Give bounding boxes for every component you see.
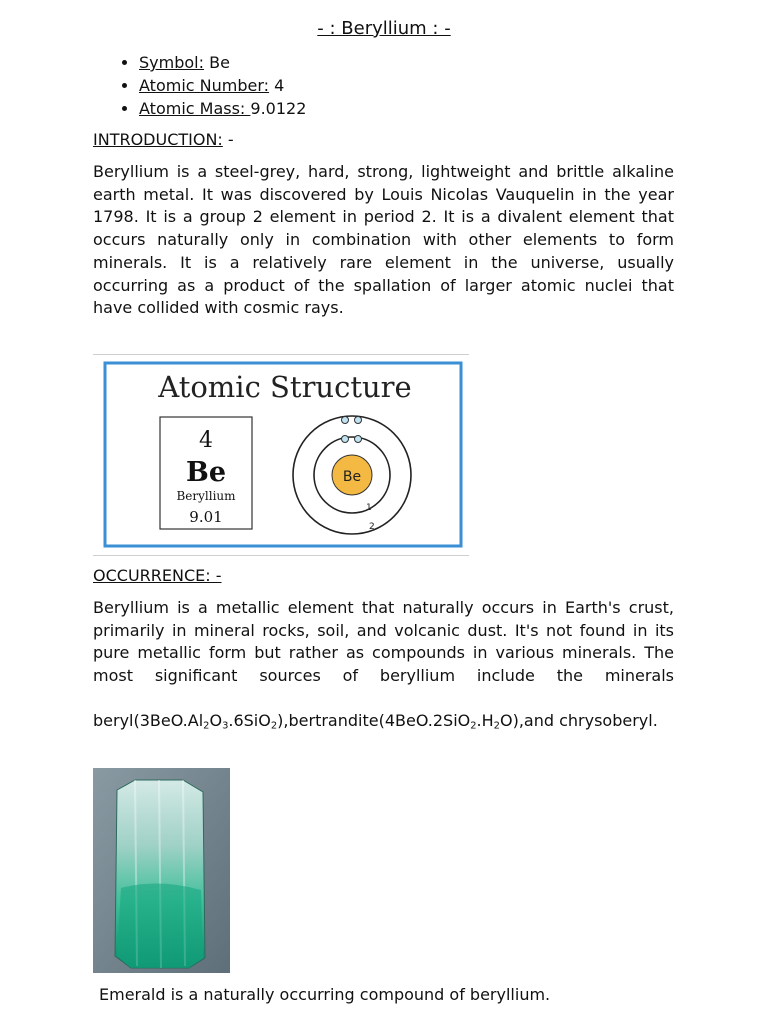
element-number: 4 [199,428,213,453]
nucleus-label: Be [342,469,362,485]
property-value: Be [204,53,230,72]
property-value: 9.0122 [250,99,307,118]
introduction-paragraph: Beryllium is a steel-grey, hard, strong, lightweight and brittle alkaline earth metal. It was discovered by Louis Nicolas Vauquelin in the year 1798. It is a group 2 element in period 2. It is a divalent element that occurs naturally only in combination with other elements to form minerals. It is a relatively rare element in the universe, usually occurring as a product of the spallation of larger atomic nuclei that have collided with cosmic rays. [93,162,674,318]
electron [342,417,349,424]
property-label: Symbol: [139,53,204,72]
occurrence-heading: OCCURRENCE: - [93,566,222,585]
property-list [93,51,306,120]
shell-1-label: 1 [366,503,372,513]
property-label: Atomic Mass: [139,99,251,118]
list-item [139,74,306,97]
emerald-caption: Emerald is a naturally occurring compound of beryllium. [99,985,551,1004]
atomic-structure-diagram [93,355,469,555]
list-item [139,51,306,74]
page-title: - : Beryllium : - [317,18,451,39]
electron [355,436,362,443]
shell-2-label: 2 [369,522,375,532]
occurrence-paragraph: Beryllium is a metallic element that naturally occurs in Earth's crust, primarily in mineral rocks, soil, and volcanic dust. It's not found in its pure metallic form but rather as compounds in various minerals. The most significant sources of beryllium include the minerals [93,598,674,686]
emerald-photo [93,768,230,973]
figure-title: Atomic Structure [158,370,412,404]
element-symbol: Be [186,457,226,488]
electron [342,436,349,443]
list-item [139,97,306,120]
occurrence-formulas: $beryl(3BeO.Al_2O_3.6SiO_2),bertrandite(4BeO.2SiO_2.H_2O),and$ chrysoberyl. [93,711,658,732]
introduction-heading: INTRODUCTION: - [93,130,234,149]
property-label: Atomic Number: [139,76,270,95]
emerald-image [93,768,230,973]
atomic-structure-figure [93,354,469,556]
element-name: Beryllium [176,489,236,503]
property-value: 4 [269,76,285,95]
electron [355,417,362,424]
element-mass: 9.01 [189,508,223,526]
